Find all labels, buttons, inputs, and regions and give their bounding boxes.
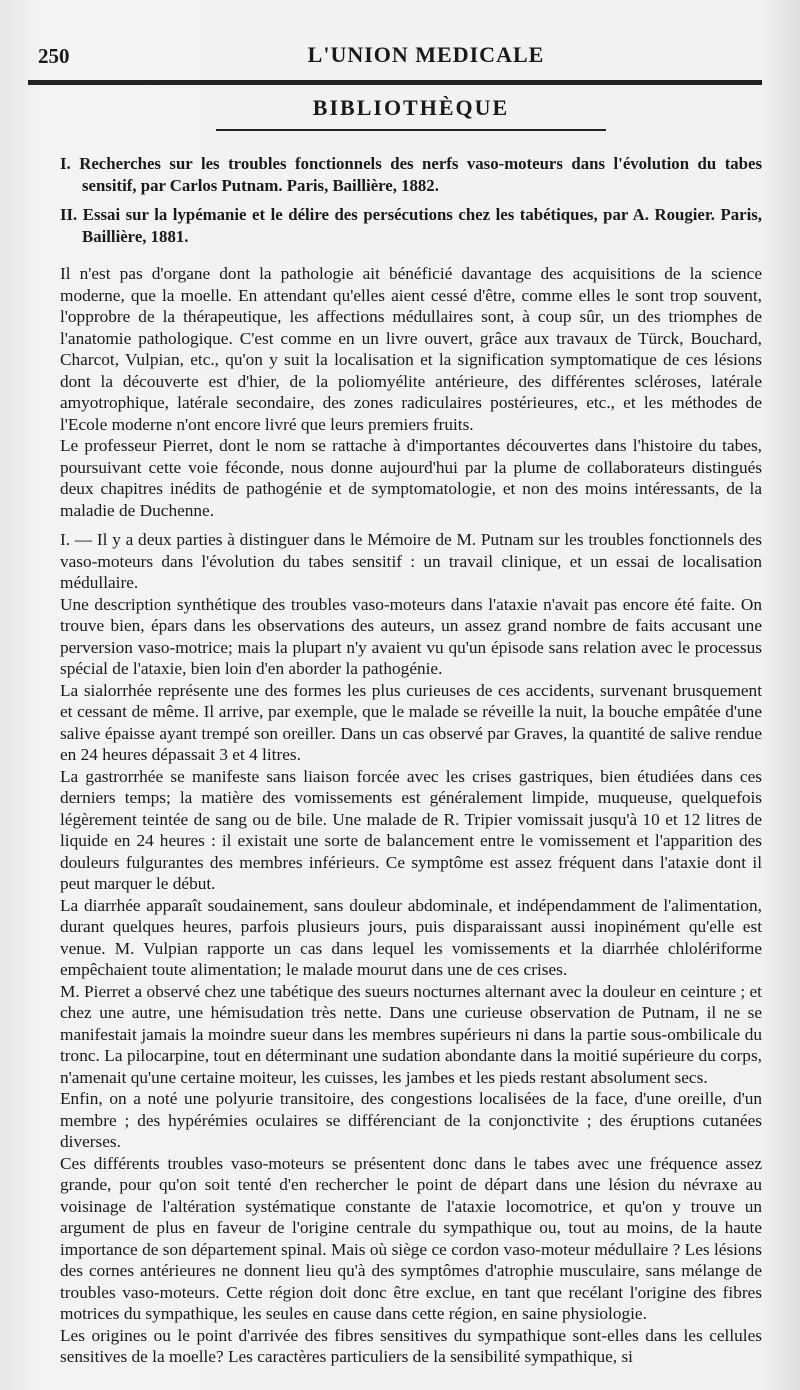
- paragraph: Une description synthétique des troubles vaso-moteurs dans l'ataxie n'avait pas encore été faite. On trouve bien, épars dans les observations des auteurs, un assez grand nombre de faits accusant une perversion vaso-motrice; mais la plupart n'y avaient vu qu'un épisode sans relation avec le processus spécial de l'ataxie, bien loin d'en aborder la pathogénie.: [60, 594, 762, 678]
- paragraph: La sialorrhée représente une des formes les plus curieuses de ces accidents, survenant brusquement et cessant de même. Il arrive, par exemple, que le malade se réveille la nuit, la bouche empâtée d'une salive épaisse ayant trempé son oreiller. Dans un cas observé par Graves, la quantité de salive rendue en 24 heures dépassait 3 et 4 litres.: [60, 680, 762, 764]
- header-rule: [28, 80, 762, 85]
- section-title: BIBLIOTHÈQUE: [312, 95, 510, 120]
- paragraph: Les origines ou le point d'arrivée des fibres sensitives du sympathique sont-elles dans les cellules sensitives de la moelle? Les caractères particuliers de la sensibilité sympathique, si: [60, 1325, 762, 1366]
- reference-2: II. Essai sur la lypémanie et le délire des persécutions chez les tabétiques, par A. Rougier. Paris, Baillière, 1881.: [60, 205, 762, 246]
- paragraph: M. Pierret a observé chez une tabétique des sueurs nocturnes alternant avec la douleur en ceinture ; et chez une autre, une hémisudation très nette. Dans une curieuse observation de Putnam, il ne se manifestait jamais la moindre sueur dans les membres supérieurs ni dans la partie sous-ombilicale du tronc. La pilocarpine, tout en déterminant une sudation abondante dans la moitié supérieure du corps, n'amenait qu'une certaine moiteur, les cuisses, les jambes et les pieds restant absolument secs.: [60, 981, 762, 1087]
- paragraph: Il n'est pas d'organe dont la pathologie ait bénéficié davantage des acquisitions de la science moderne, que la moelle. En attendant qu'elles aient cessé d'être, comme elles le sont trop souvent, l'opprobre de la thérapeutique, les affections médullaires sont, à coup sûr, un des triomphes de l'anatomie pathologique. C'est comme en un livre ouvert, grâce aux travaux de Türck, Bouchard, Charcot, Vulpian, etc., qu'on y suit la localisation et la signification symptomatique de ces lésions dont la découverte est d'hier, de la poliomyélite antérieure, des différentes scléroses, latérale amyotrophique, latérale secondaire, des zones radiculaires postérieures, etc., et les méthodes de l'Ecole moderne n'ont encore livré que leurs premiers fruits.: [60, 264, 762, 434]
- running-header: [38, 42, 762, 72]
- reference-1: I. Recherches sur les troubles fonctionnels des nerfs vaso-moteurs dans l'évolution du tabes sensitif, par Carlos Putnam. Paris, Baillière, 1882.: [60, 154, 762, 195]
- article-body: [60, 263, 762, 1368]
- paragraph: Le professeur Pierret, dont le nom se rattache à d'importantes découvertes dans l'histoire du tabes, poursuivant cette voie féconde, nous donne aujourd'hui par la plume de collaborateurs distingués deux chapitres inédits de pathogénie et de symptomatologie, et non des moins intéressants, de la maladie de Duchenne.: [60, 436, 762, 520]
- paragraph: Ces différents troubles vaso-moteurs se présentent donc dans le tabes avec une fréquence assez grande, pour qu'on soit tenté d'en rechercher le point de départ dans une lésion du névraxe au voisinage de l'altération systématique constante de l'ataxie locomotrice, et qu'on y trouve un argument de plus en faveur de l'origine centrale du sympathique ou, tout au moins, de la haute importance de son département spinal. Mais où siège ce cordon vaso-moteur médullaire ? Les lésions des cornes antérieures ne donnent lieu qu'à des symptômes d'atrophie musculaire, sans mélange de troubles vaso-moteurs. Cette région doit donc être exclue, en tant que recélant l'origine des fibres motrices du sympathique, les seules en cause dans cette région, en saine physiologie.: [60, 1153, 762, 1323]
- paragraph: La diarrhée apparaît soudainement, sans douleur abdominale, et indépendamment de l'alimentation, durant quelques heures, parfois plusieurs jours, puis disparaissant aussi inopinément qu'elle est venue. M. Vulpian rapporte un cas dans lequel les vomissements et la diarrhée chlolériforme empêchaient toute alimentation; le malade mourut dans une de ces crises.: [60, 895, 762, 979]
- section-rule: [216, 129, 606, 131]
- paragraph: I. — Il y a deux parties à distinguer dans le Mémoire de M. Putnam sur les troubles fonctionnels des vaso-moteurs dans l'évolution du tabes sensitif : un travail clinique, et un essai de localisation médullaire.: [60, 530, 762, 592]
- paragraph: La gastrorrhée se manifeste sans liaison forcée avec les crises gastriques, bien étudiées dans ces derniers temps; la matière des vomissements est généralement limpide, muqueuse, quelquefois légèrement teintée de sang ou de bile. Une malade de R. Tripier vomissait jusqu'à 10 et 12 litres de liquide en 24 heures : il existait une sorte de balancement entre le vomissement et l'apparition des douleurs fulgurantes des membres inférieurs. Ce symptôme est assez fréquent dans l'ataxie dont il peut marquer le début.: [60, 766, 762, 893]
- journal-title: L'UNION MEDICALE: [307, 42, 545, 67]
- page-number: 250: [38, 44, 70, 68]
- paragraph: Enfin, on a noté une polyurie transitoire, des congestions localisées de la face, d'une oreille, d'un membre ; des hypérémies oculaires se différenciant de la conjonctivite ; des éruptions cutanées diverses.: [60, 1089, 762, 1151]
